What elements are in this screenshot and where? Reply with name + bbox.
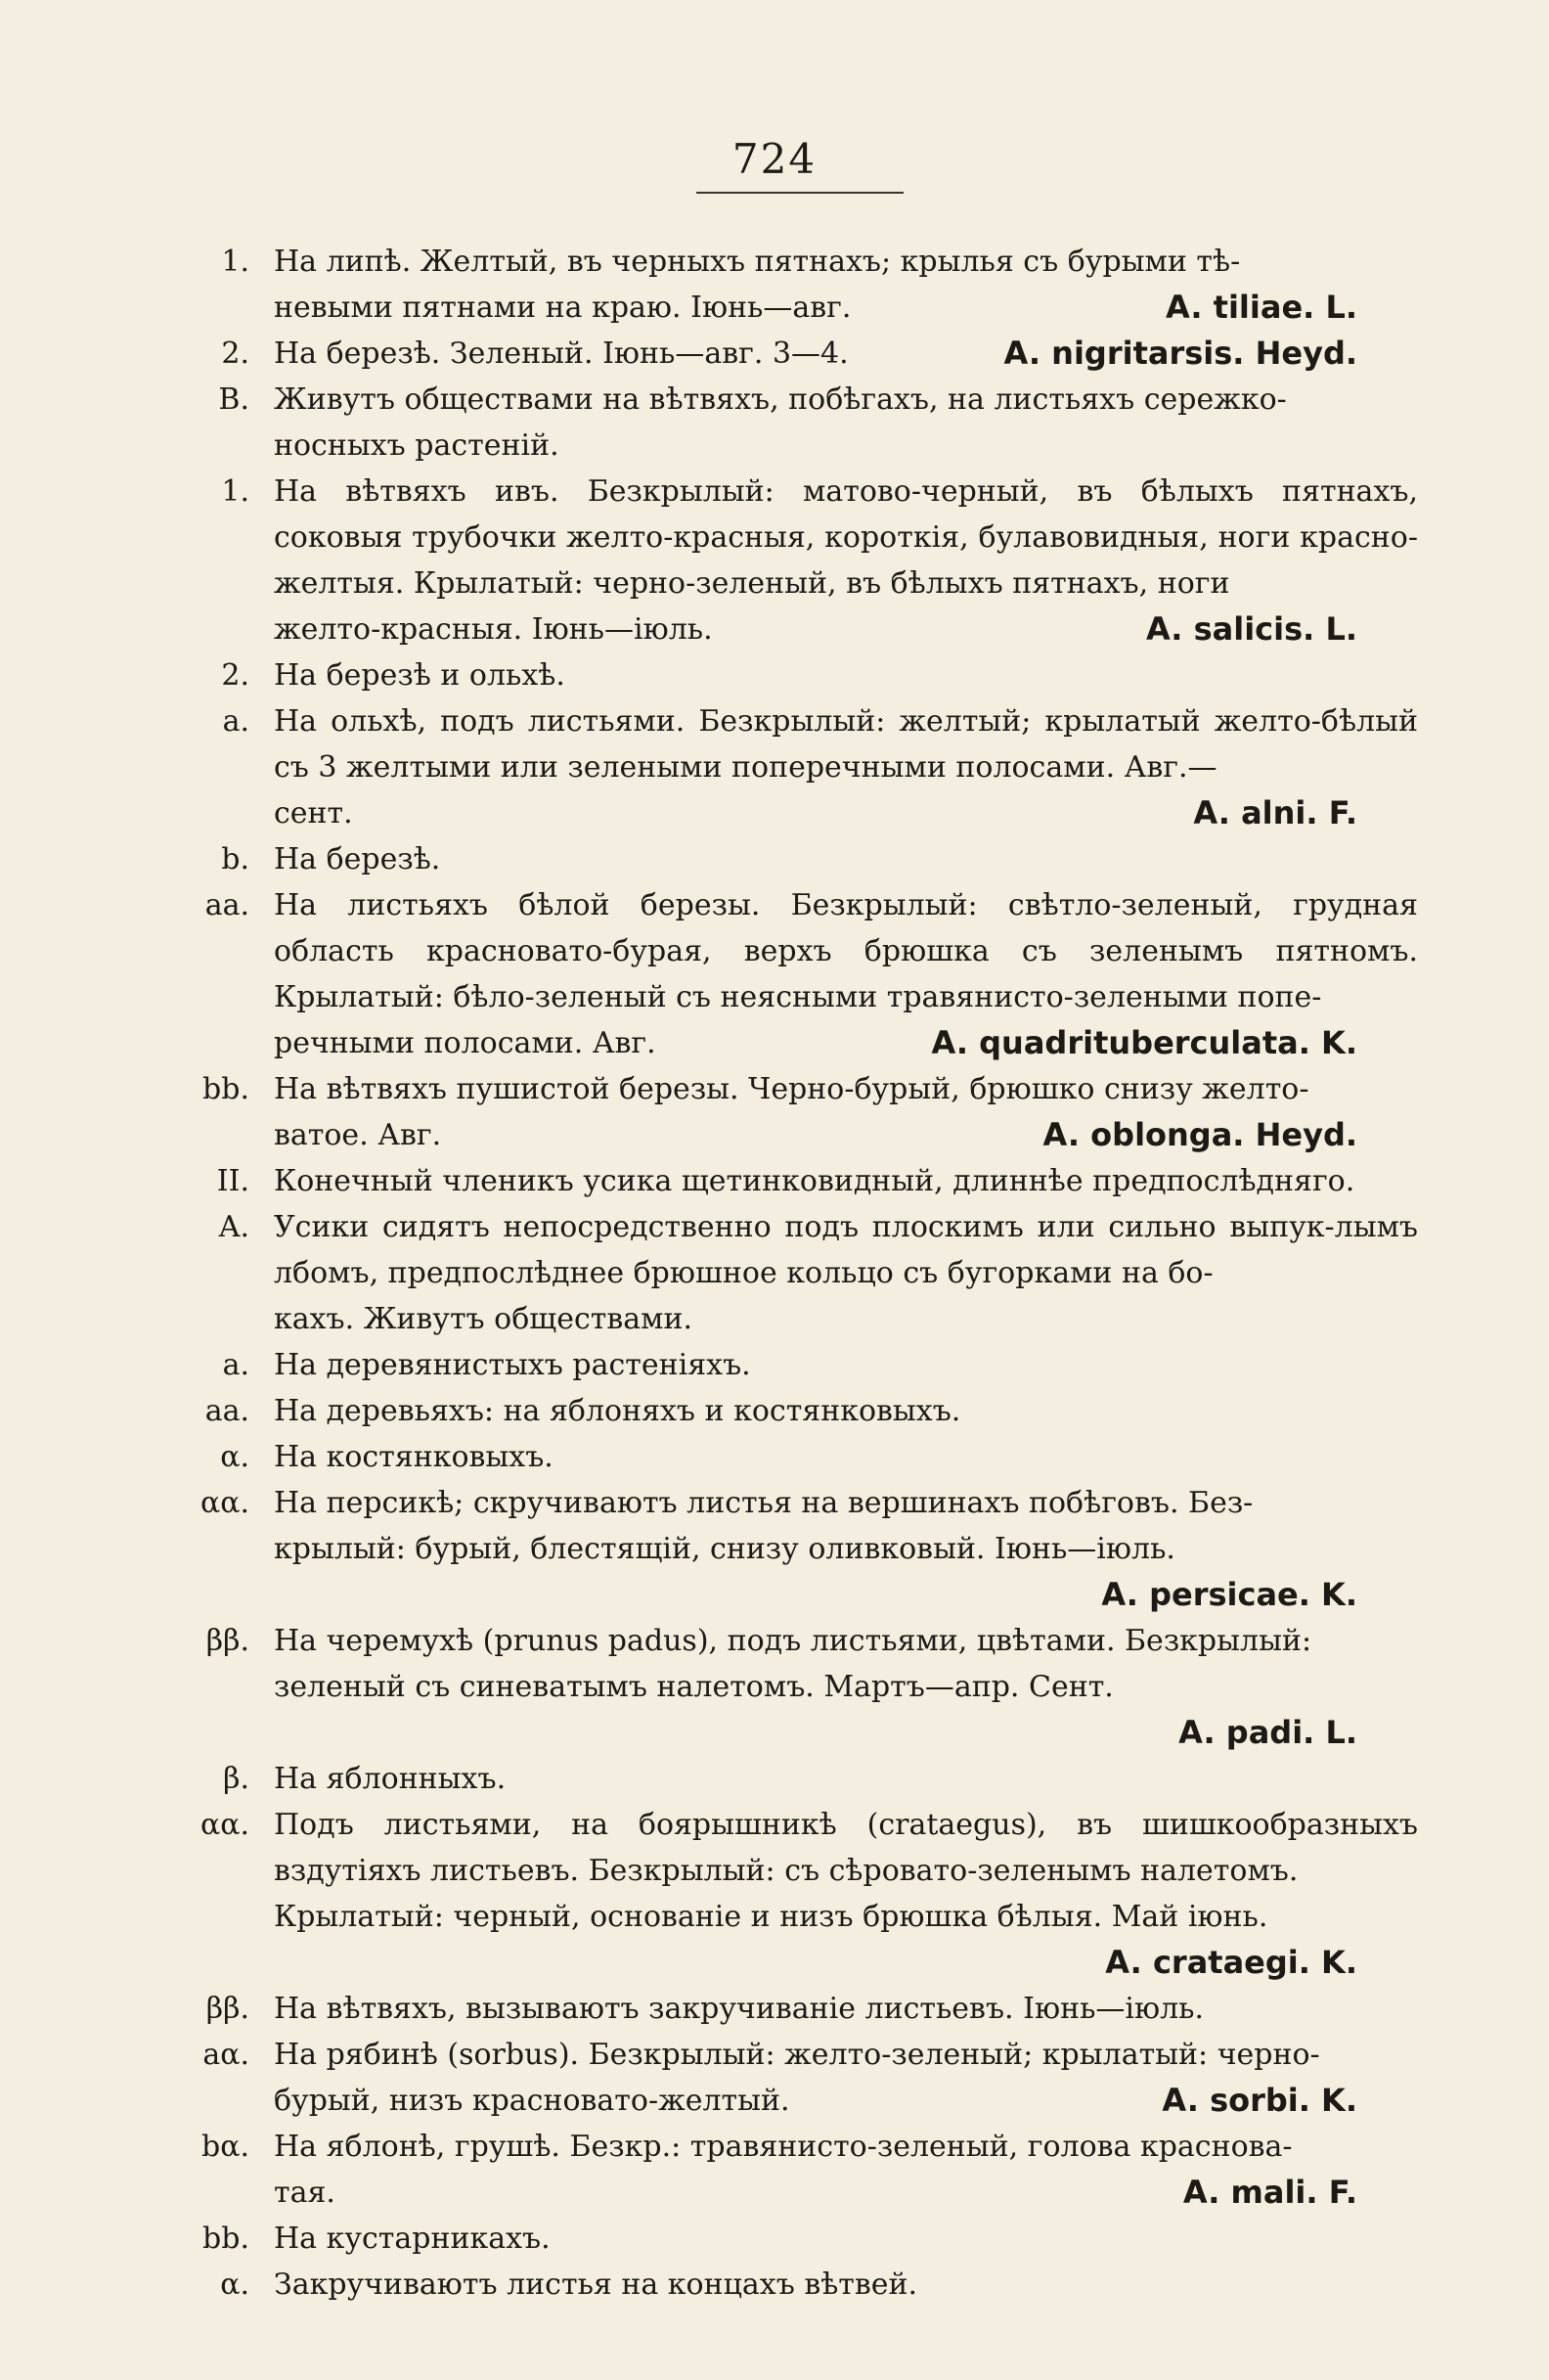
entry-body [274, 1802, 1418, 1986]
entry-body [274, 1986, 1418, 2032]
entry-last-text: кахъ. Живутъ обществами. [274, 1302, 692, 1336]
entry-text: Усики сидятъ непосредственно подъ плоскимъ или сильно выпук-лымъ лбомъ, предпослѣднее брюшное кольцо съ бугорками на бо- [274, 1210, 1418, 1290]
species-name: A. padi. L. [1178, 1714, 1357, 1751]
entry-text: На ольхѣ, подъ листьями. Безкрылый: желтый; крылатый желто-бѣлый съ 3 желтыми или зелеными поперечными полосами. Авг.— [274, 704, 1418, 785]
key-entries [0, 239, 1549, 2308]
entry-body [274, 652, 1418, 698]
entry-text: На черемухѣ (prunus padus), подъ листьями, цвѣтами. Безкрылый: [274, 1624, 1312, 1658]
entry-body [274, 882, 1418, 1066]
key-entry [0, 1388, 1549, 1434]
entry-text: На вѣтвяхъ пушистой березы. Черно-бурый, брюшко снизу желто- [274, 1072, 1309, 1106]
entry-body [274, 1756, 1418, 1802]
entry-last-text: сент. [274, 796, 353, 831]
key-entry [0, 1066, 1549, 1158]
entry-marker: b. [221, 842, 249, 876]
entry-last-line [274, 790, 1418, 836]
entry-last-text: На березѣ. Зеленый. Іюнь—авг. 3—4. [274, 337, 849, 371]
entry-last-text: На березѣ. [274, 842, 441, 876]
entry-marker: aa. [204, 888, 249, 922]
key-entry [0, 2262, 1549, 2308]
entry-text: На вѣтвяхъ ивъ. Безкрылый: матово-черный, въ бѣлыхъ пятнахъ, соковыя трубочки желто-красныя, короткія, булавовидныя, ноги красно-желтыя. Крылатый: черно-зеленый, въ бѣлыхъ пятнахъ, ноги [274, 474, 1418, 601]
entry-last-text: На деревянистыхъ растеніяхъ. [274, 1348, 751, 1382]
entry-last-text: речными полосами. Авг. [274, 1026, 656, 1060]
entry-marker: a. [222, 704, 249, 739]
entry-last-line [274, 1526, 1418, 1572]
entry-marker: ββ. [205, 1624, 249, 1658]
entry-last-text: невыми пятнами на краю. Іюнь—авг. [274, 291, 852, 325]
entry-marker: bb. [202, 2222, 249, 2256]
entry-last-line [274, 1020, 1418, 1066]
entry-marker: a. [222, 1348, 249, 1382]
key-entry [0, 1756, 1549, 1802]
key-entry [0, 1434, 1549, 1480]
entry-body [274, 836, 1418, 882]
entry-last-text: На вѣтвяхъ, вызываютъ закручиваніе листьевъ. Іюнь—іюль. [274, 1992, 1205, 2026]
species-name: A. quadrituberculata. K. [931, 1024, 1357, 1061]
key-entry [0, 2124, 1549, 2216]
species-name: A. oblonga. Heyd. [1042, 1116, 1357, 1153]
entry-text: Живутъ обществами на вѣтвяхъ, побѣгахъ, на листьяхъ сережко- [274, 382, 1287, 417]
key-entry [0, 2216, 1549, 2262]
key-entry [0, 698, 1549, 836]
entry-marker: A. [218, 1210, 249, 1244]
entry-last-line [274, 836, 1418, 882]
entry-body [274, 2216, 1418, 2262]
entry-last-line [274, 1434, 1418, 1480]
entry-marker: αα. [199, 1808, 249, 1842]
entry-marker: β. [223, 1762, 249, 1796]
entry-last-text: зеленый съ синеватымъ налетомъ. Мартъ—апр. Сент. [274, 1670, 1114, 1704]
species-name: A. nigritarsis. Heyd. [1003, 335, 1357, 372]
entry-marker: bα. [201, 2130, 249, 2164]
entry-marker: bb. [202, 1072, 249, 1106]
entry-text: На липѣ. Желтый, въ черныхъ пятнахъ; крылья съ бурыми тѣ- [274, 245, 1241, 279]
species-name: A. alni. F. [1193, 794, 1357, 831]
species-name: A. tiliae. L. [1166, 289, 1357, 326]
entry-body [274, 1388, 1418, 1434]
entry-last-line [274, 1158, 1418, 1204]
entry-last-text: Конечный членикъ усика щетинковидный, длиннѣе предпослѣдняго. [274, 1164, 1355, 1198]
entry-last-line [274, 1112, 1418, 1158]
entry-body [274, 1480, 1418, 1618]
entry-last-line [274, 606, 1418, 652]
entry-body [274, 1066, 1418, 1158]
entry-last-text: На кустарникахъ. [274, 2222, 551, 2256]
entry-last-line [274, 285, 1418, 331]
entry-last-line [274, 1388, 1418, 1434]
entry-body [274, 469, 1418, 652]
key-entry [0, 1618, 1549, 1756]
entry-text: На листьяхъ бѣлой березы. Безкрылый: свѣтло-зеленый, грудная область красновато-бурая, верхъ брюшка съ зеленымъ пятномъ. Крылатый: бѣло-зеленый съ неясными травянисто-зелеными попе- [274, 888, 1418, 1014]
entry-body [274, 2124, 1418, 2216]
entry-last-text: На костянковыхъ. [274, 1440, 553, 1474]
entry-last-text: крылый: бурый, блестящій, снизу оливковый. Іюнь—іюль. [274, 1532, 1175, 1566]
entry-last-line [274, 423, 1418, 469]
key-entry [0, 239, 1549, 331]
entry-last-line [274, 652, 1418, 698]
entry-body [274, 698, 1418, 836]
entry-last-line [274, 1296, 1418, 1342]
entry-body [274, 2262, 1418, 2308]
page-number: 724 [731, 135, 818, 183]
entry-body [274, 1618, 1418, 1756]
entry-body [274, 1342, 1418, 1388]
key-entry [0, 836, 1549, 882]
key-entry [0, 1204, 1549, 1342]
entry-last-line [274, 1986, 1418, 2032]
entry-last-text: На яблонныхъ. [274, 1762, 507, 1796]
entry-last-line [274, 2262, 1418, 2308]
entry-body [274, 377, 1418, 469]
entry-last-line [274, 1342, 1418, 1388]
entry-last-text: Закручиваютъ листья на концахъ вѣтвей. [274, 2268, 918, 2302]
entry-last-line [274, 1756, 1418, 1802]
entry-marker: ββ. [205, 1992, 249, 2026]
entry-marker: α. [220, 1440, 249, 1474]
entry-marker: 1. [221, 245, 249, 279]
entry-last-text: ватое. Авг. [274, 1118, 442, 1152]
entry-last-line [274, 2216, 1418, 2262]
entry-body [274, 1158, 1418, 1204]
key-entry [0, 1158, 1549, 1204]
entry-last-text: На березѣ и ольхѣ. [274, 658, 565, 693]
entry-last-text: На деревьяхъ: на яблоняхъ и костянковыхъ. [274, 1394, 961, 1428]
key-entry [0, 1342, 1549, 1388]
entry-body [274, 1434, 1418, 1480]
entry-marker: aα. [202, 2038, 249, 2072]
key-entry [0, 1802, 1549, 1986]
key-entry [0, 2032, 1549, 2124]
key-entry [0, 882, 1549, 1066]
species-name: A. crataegi. K. [1105, 1944, 1357, 1981]
entry-body [274, 2032, 1418, 2124]
entry-body [274, 1204, 1418, 1342]
key-entry [0, 1986, 1549, 2032]
key-entry [0, 469, 1549, 652]
key-entry [0, 331, 1549, 377]
entry-marker: αα. [199, 1486, 249, 1520]
entry-last-line [274, 1664, 1418, 1710]
entry-text: На персикѣ; скручиваютъ листья на вершинахъ побѣговъ. Без- [274, 1486, 1254, 1520]
entry-marker: II. [216, 1164, 249, 1198]
entry-last-text: тая. [274, 2176, 335, 2210]
entry-marker: 2. [221, 658, 249, 693]
entry-last-line [274, 2170, 1418, 2216]
species-name: A. mali. F. [1182, 2174, 1357, 2211]
entry-body [274, 331, 1418, 377]
key-entry [0, 377, 1549, 469]
species-name: A. salicis. L. [1145, 610, 1357, 648]
entry-last-line [274, 331, 1418, 377]
entry-marker: 2. [221, 337, 249, 371]
entry-last-text: Крылатый: черный, основаніе и низъ брюшка бѣлыя. Май іюнь. [274, 1900, 1268, 1934]
species-name: A. persicae. K. [1101, 1576, 1357, 1613]
species-name: A. sorbi. K. [1162, 2082, 1357, 2119]
entry-last-text: желто-красныя. Іюнь—іюль. [274, 612, 713, 647]
entry-last-text: носныхъ растеній. [274, 428, 559, 463]
entry-body [274, 239, 1418, 331]
key-entry [0, 1480, 1549, 1618]
entry-text: На яблонѣ, грушѣ. Безкр.: травянисто-зеленый, голова краснова- [274, 2130, 1293, 2164]
entry-marker: α. [220, 2268, 249, 2302]
entry-text: На рябинѣ (sorbus). Безкрылый: желто-зеленый; крылатый: черно- [274, 2038, 1320, 2072]
entry-text: Подъ листьями, на боярышникѣ (crataegus), въ шишкообразныхъ вздутіяхъ листьевъ. Безкрылый: съ сѣровато-зеленымъ налетомъ. [274, 1808, 1418, 1888]
entry-marker: 1. [221, 474, 249, 509]
header-rule [696, 192, 904, 194]
entry-last-line [274, 2078, 1418, 2124]
entry-marker: B. [218, 382, 249, 417]
entry-marker: aa. [204, 1394, 249, 1428]
key-entry [0, 652, 1549, 698]
entry-last-text: бурый, низъ красновато-желтый. [274, 2084, 790, 2118]
entry-last-line [274, 1894, 1418, 1940]
